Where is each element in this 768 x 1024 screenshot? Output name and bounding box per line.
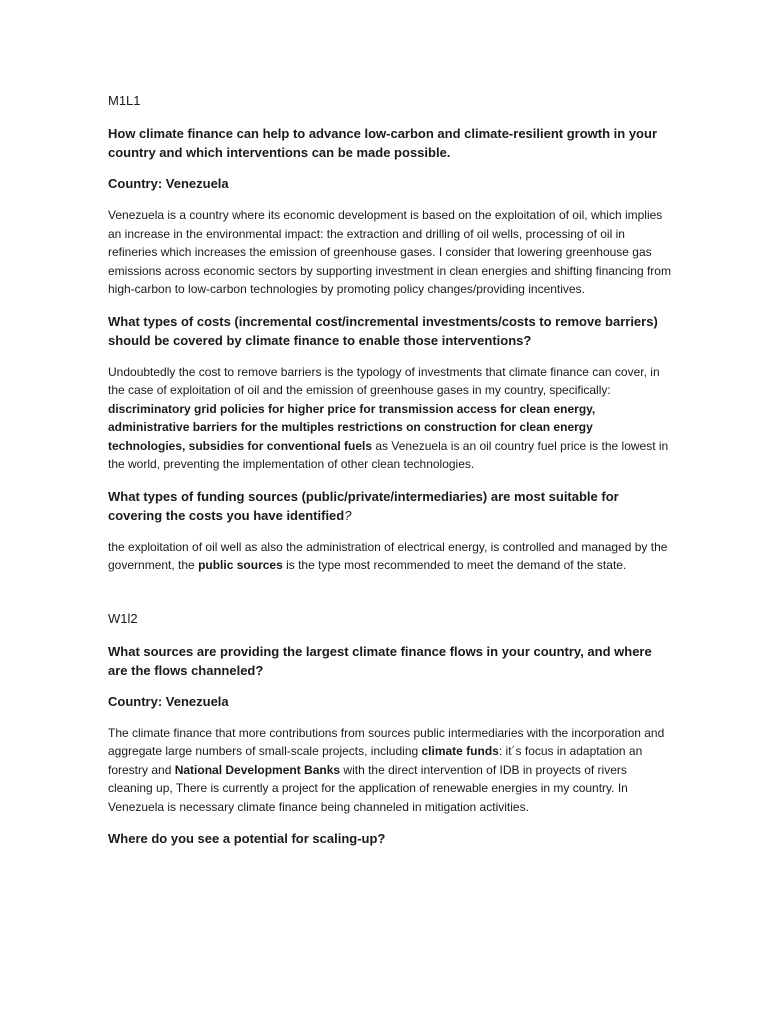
answer-paragraph-2 [108, 363, 672, 474]
answer-bold-text: public sources [198, 558, 283, 572]
country-label: Country: Venezuela [108, 176, 229, 191]
answer-text: is the type most recommended to meet the demand of the state. [282, 558, 627, 572]
section-label-w1l2: W1l2 [108, 610, 138, 626]
answer-text: The climate finance that more contributions from sources public intermediaries with the incorporation and aggregate large numbers of small-scale projects, including [108, 725, 665, 758]
answer-paragraph-1: Venezuela is a country where its economic development is based on the exploitation of oil, which implies an increase in the environmental impact: the extraction and drilling of oil wells, processing of oil in refineries which increases the emission of greenhouse gases. I consider that lowering greenhouse gas emissions across economic sectors by supporting investment in clean energies and shifting financing from high-carbon to low-carbon technologies by promoting policy changes/providing incentives. [108, 208, 671, 296]
question-funding-sources [108, 487, 672, 525]
section-label-m1l1: M1L1 [108, 93, 141, 108]
question-mark: ? [344, 507, 352, 523]
country-label: Country: Venezuela [108, 693, 229, 709]
answer-text: Undoubtedly the cost to remove barriers is the typology of investments that climate finance can cover, in the case of exploitation of oil and the emission of greenhouse gases in my country, specifically: [108, 364, 660, 397]
answer-bold-text: National Development Banks [174, 762, 341, 777]
question-scaling-up: Where do you see a potential for scaling-up? [108, 831, 386, 846]
answer-text: the exploitation of oil well as also the administration of electrical energy, is controlled and managed by the government, the [108, 539, 668, 572]
answer-text: with the direct intervention of IDB in proyects of rivers cleaning up, There is currently a project for the application of renewable energies in my country. In Venezuela is necessary climate finance being channeled in mitigation activities. [108, 762, 628, 814]
answer-paragraph-4 [108, 724, 672, 817]
section-spacer [108, 588, 672, 610]
answer-text: as Venezuela is an oil country fuel price is the lowest in the world, preventing the implementation of other clean technologies. [108, 438, 669, 471]
question-largest-flows: What sources are providing the largest climate finance flows in your country, and where are the flows channeled? [108, 643, 652, 678]
answer-bold-text: discriminatory grid policies for higher price for transmission access for clean energy, administrative barriers for the multiples restrictions on construction for clean energy technologies, subsidies for conventional fuels [108, 401, 596, 453]
answer-paragraph-3 [108, 538, 672, 575]
question-types-of-costs: What types of costs (incremental cost/incremental investments/costs to remove barriers) should be covered by climate finance to enable those interventions? [108, 313, 658, 348]
answer-text: : it´s focus in adaptation an forestry and [108, 744, 643, 777]
question-text: What types of funding sources (public/private/intermediaries) are most suitable for covering the costs you have identified [108, 488, 619, 523]
question-climate-finance-growth: How climate finance can help to advance low-carbon and climate-resilient growth in your country and which interventions can be made possible. [108, 126, 658, 160]
answer-bold-text: climate funds [421, 744, 499, 758]
